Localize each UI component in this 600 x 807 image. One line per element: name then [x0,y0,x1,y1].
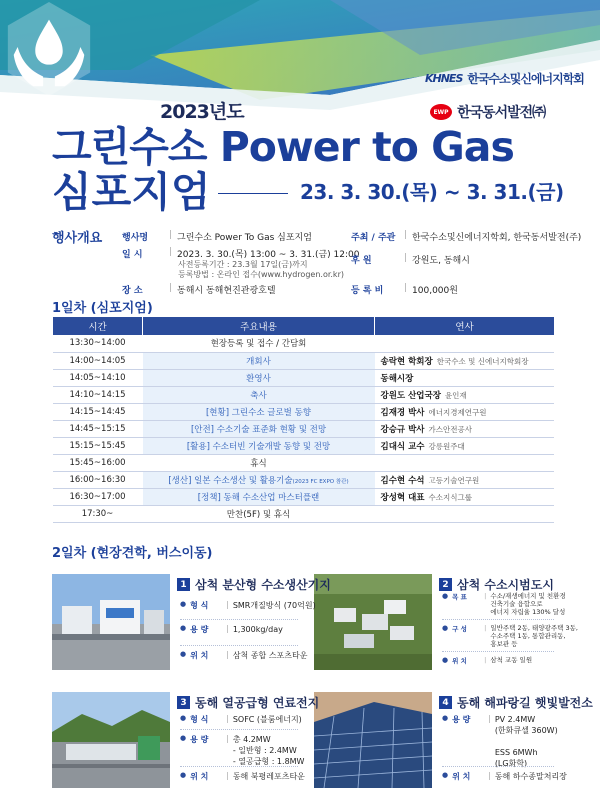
info-event-name: 행사명 | 그린수소 Power To Gas 심포지엄 [122,230,312,243]
site-detail-row: ● 위 치 | 삼척 교동 일원 [442,656,533,665]
row-content [143,454,375,471]
site-detail-row: ● 위 치 | 삼척 종합 스포츠타운 [180,650,308,660]
detail-divider [180,729,298,730]
ewp-name: 한국동서발전㈜ [457,105,546,121]
detail-key: 형 식 [190,601,209,610]
row-content-text: 개회사 [246,356,271,367]
speaker-affiliation: 가스안전공사 [428,424,472,434]
col-time: 시간 [53,317,143,335]
detail-value [495,736,558,747]
table-row [53,488,555,505]
table-row [53,437,555,454]
site-detail-row: ● 위 치 | 동해 북평레포츠타운 [180,771,305,781]
row-content [143,437,375,454]
row-content [143,369,375,386]
day2-heading: 2일차 (현장견학, 버스이동) [52,546,213,561]
water-drop-hands-icon [0,0,98,98]
khnes-mark: KHNES [425,72,463,85]
ewp-logo [430,102,545,122]
site3-photo [52,692,170,788]
row-speaker [375,352,555,369]
row-content [143,386,375,403]
info-heading: 행사개요 [52,231,103,246]
row-time: 14:15~14:45 [53,403,143,420]
site-number: 4 [439,696,452,709]
site-title-text: 동해 해파랑길 햇빛발전소 [457,696,593,710]
row-speaker [375,488,555,505]
bullet-icon: ● [442,656,449,664]
bullet-icon: ● [180,624,187,632]
detail-key: 구 성 [452,625,467,633]
site2-photo [314,574,432,670]
speaker-affiliation: 한국수소 및 신에너지학회장 [436,356,529,366]
row-content-text: 환영사 [246,373,271,384]
row-content [143,471,375,488]
site4-photo [314,692,432,788]
row-time: 14:05~14:10 [53,369,143,386]
site-title-text: 동해 열공급형 연료전지 [195,696,320,710]
table-row [53,386,555,403]
site-title [439,576,554,593]
table-row [53,505,555,522]
bullet-icon: ● [442,624,449,632]
speaker-name: 강승규 박사 [380,424,425,435]
row-content-text: 수소터빈 기술개발 동향 및 전망 [212,441,331,452]
bullet-icon: ● [180,771,187,779]
detail-value: - 열공급형 : 1.8MW [232,757,305,766]
row-time: 13:30~14:00 [53,335,143,352]
row-time: 14:00~14:05 [53,352,143,369]
bullet-icon: ● [442,592,449,600]
row-content-text: 그린수소 글로벌 동향 [231,407,312,418]
site-title [439,694,593,711]
row-tag: [정책] [197,492,221,503]
site-detail-row: ● 형 식 | SOFC (블룸에너지) [180,714,302,724]
detail-value: 수소/재생에너지 및 친환경 [490,592,566,600]
bullet-icon: ● [180,734,187,742]
khnes-name: 한국수소및신에너지학회 [467,72,584,86]
row-content-text: 일본 수소생산 및 활용기술 [194,475,293,486]
site-number: 3 [177,696,190,709]
site-detail-row: ● 위 치 | 동해 하수종말처리장 [442,771,567,781]
row-time: 17:30~ [53,505,143,522]
bullet-icon: ● [442,714,449,722]
site-detail-row: ● 목 표 | 수소/재생에너지 및 친환경 건축기술 융합으로 에너지 자립율 130% 달성 [442,592,566,616]
table-row [53,352,555,369]
detail-key: 위 치 [190,772,209,781]
speaker-name: 김재경 박사 [380,407,425,418]
table-row [53,369,555,386]
row-tag: [활용] [186,441,210,452]
detail-value: (LG화학) [494,759,528,768]
site-title-text: 삼척 수소시범도시 [457,578,554,592]
row-time: 15:45~16:00 [53,454,143,471]
row-content-text: 휴식 [250,458,267,469]
detail-value: 삼척 종합 스포츠타운 [232,651,308,660]
page-subtitle: 심포지엄 [52,168,211,216]
table-row [53,335,555,352]
event-dates: 23. 3. 30.(목) ~ 3. 31.(금) [300,180,564,204]
speaker-affiliation: 고등기술연구원 [428,475,480,485]
row-tag: [생산] [168,475,192,486]
row-speaker [375,335,555,352]
row-content-text: 축사 [250,390,267,401]
row-speaker [375,403,555,420]
detail-value: 동해 북평레포츠타운 [232,772,305,781]
table-row [53,454,555,471]
row-content-text: 동해 수소산업 마스터플랜 [223,492,320,503]
info-support: 후 원 | 강원도, 동해시 [351,253,470,266]
row-time: 14:10~14:15 [53,386,143,403]
detail-divider [442,651,554,652]
detail-value: PV 2.4MW [494,715,536,724]
table-row [53,403,555,420]
row-speaker [375,386,555,403]
detail-divider [442,619,554,620]
site-title-text: 삼척 분산형 수소생산기지 [195,578,331,592]
speaker-name: 김대식 교수 [380,441,425,452]
row-speaker [375,420,555,437]
info-regmethod: 등록방법 : 온라인 접수(www.hydrogen.or.kr) [178,270,344,279]
detail-key: 목 표 [452,593,467,601]
row-time: 15:15~15:45 [53,437,143,454]
speaker-affiliation: 수소지식그룹 [428,492,472,502]
site-title [177,576,331,593]
day1-heading: 1일차 (심포지엄) [52,301,153,316]
speaker-name: 장성혁 대표 [380,492,425,503]
row-speaker [375,437,555,454]
speaker-affiliation: 에너지경제연구원 [428,407,487,417]
detail-value: 에너지 자립율 130% 달성 [490,608,566,616]
info-prereg: 사전등록기간 : 23.3월 17일(금)까지 [178,260,308,269]
ewp-mark: EWP [430,104,452,120]
detail-value: SOFC (블룸에너지) [232,715,302,724]
site-number: 2 [439,578,452,591]
detail-value: 동해 하수종말처리장 [494,772,567,781]
info-date: 일 시 | 2023. 3. 30.(목) 13:00 ~ 3. 31.(금) 12:00 [122,247,360,260]
detail-value: 건축기술 융합으로 [490,600,543,608]
day1-schedule-table [52,317,554,523]
detail-divider [442,766,554,767]
col-content: 주요내용 [143,317,375,335]
detail-key: 용 량 [452,715,471,724]
speaker-affiliation: 강릉원주대 [428,441,465,451]
detail-key: 용 량 [190,625,209,634]
info-fee: 등 록 비 | 100,000원 [351,283,458,296]
row-content [143,403,375,420]
speaker-name: 강원도 산업국장 [380,390,441,401]
table-row [53,471,555,488]
row-content [143,335,375,352]
khnes-logo [425,70,584,87]
row-time: 16:00~16:30 [53,471,143,488]
row-content [143,505,375,522]
table-row [53,420,555,437]
speaker-affiliation: 윤인재 [444,390,467,400]
speaker-name: 김수현 수석 [380,475,425,486]
bullet-icon: ● [442,771,449,779]
detail-value: 홍보관 등 [490,640,518,648]
detail-value: SMR개질방식 (70억원) [232,601,316,610]
table-header-row [53,317,555,335]
info-venue: 장 소 | 동해시 동해현진관광호텔 [122,283,276,296]
row-speaker [375,454,555,471]
site-detail-row: ● 용 량 | 1,300kg/day [180,624,283,634]
row-tag: [안전] [190,424,214,435]
detail-divider [180,645,298,646]
detail-value: ESS 6MWh [494,748,538,757]
bullet-icon: ● [180,714,187,722]
detail-key: 용 량 [190,735,209,744]
site-number: 1 [177,578,190,591]
bullet-icon: ● [180,650,187,658]
row-content-note: (2023 FC EXPO 참관) [292,478,349,485]
detail-key: 위 치 [190,651,209,660]
page-title: 그린수소 Power to Gas [52,123,514,171]
row-content-text: 만찬(5F) 및 휴식 [226,509,291,520]
detail-value: 수소주택 1동, 통합관리동, [490,632,566,640]
row-tag: [현황] [205,407,230,418]
speaker-name: 동해시장 [380,373,414,384]
site1-photo [52,574,170,670]
row-content [143,352,375,369]
detail-value: (한화큐셀 360W) [494,726,558,735]
detail-value: 1,300kg/day [232,625,283,634]
detail-key: 형 식 [190,715,209,724]
row-speaker [375,505,555,522]
row-content [143,488,375,505]
detail-value: 총 4.2MW [232,735,271,744]
speaker-name: 송락현 학회장 [380,356,433,367]
detail-key: 위 치 [452,772,471,781]
title-divider [218,193,288,194]
detail-divider [180,619,298,620]
row-content-text: 수소기술 표준화 현황 및 전망 [216,424,327,435]
site-detail-row: ● 형 식 | SMR개질방식 (70억원) [180,600,316,610]
event-year: 2023년도 [160,101,244,123]
row-speaker [375,471,555,488]
site-detail-row: ● 용 량 | 총 4.2MW - 일반형 : 2.4MW - 열공급형 : 1.8MW [180,734,305,766]
info-host: 주최 / 주관 | 한국수소및신에너지학회, 한국동서발전(주) [351,230,582,243]
row-content-text: 현장등록 및 접수 / 간담회 [210,339,307,350]
detail-divider [180,766,298,767]
site-detail-row: ● 용 량 | PV 2.4MW (한화큐셀 360W) ESS 6MWh (LG화학) [442,714,558,768]
site-detail-row: ● 구 성 | 일반주택 2동, 태양광주택 3동, 수소주택 1동, 통합관리동, 홍보관 등 [442,624,578,648]
site-title [177,694,319,711]
bullet-icon: ● [180,600,187,608]
row-speaker [375,369,555,386]
detail-value: 일반주택 2동, 태양광주택 3동, [490,624,578,632]
detail-value: - 일반형 : 2.4MW [232,746,297,755]
col-speaker: 연사 [375,317,555,335]
row-time: 14:45~15:15 [53,420,143,437]
detail-value: 삼척 교동 일원 [490,656,533,664]
row-time: 16:30~17:00 [53,488,143,505]
row-content [143,420,375,437]
detail-key: 위 치 [452,657,467,665]
